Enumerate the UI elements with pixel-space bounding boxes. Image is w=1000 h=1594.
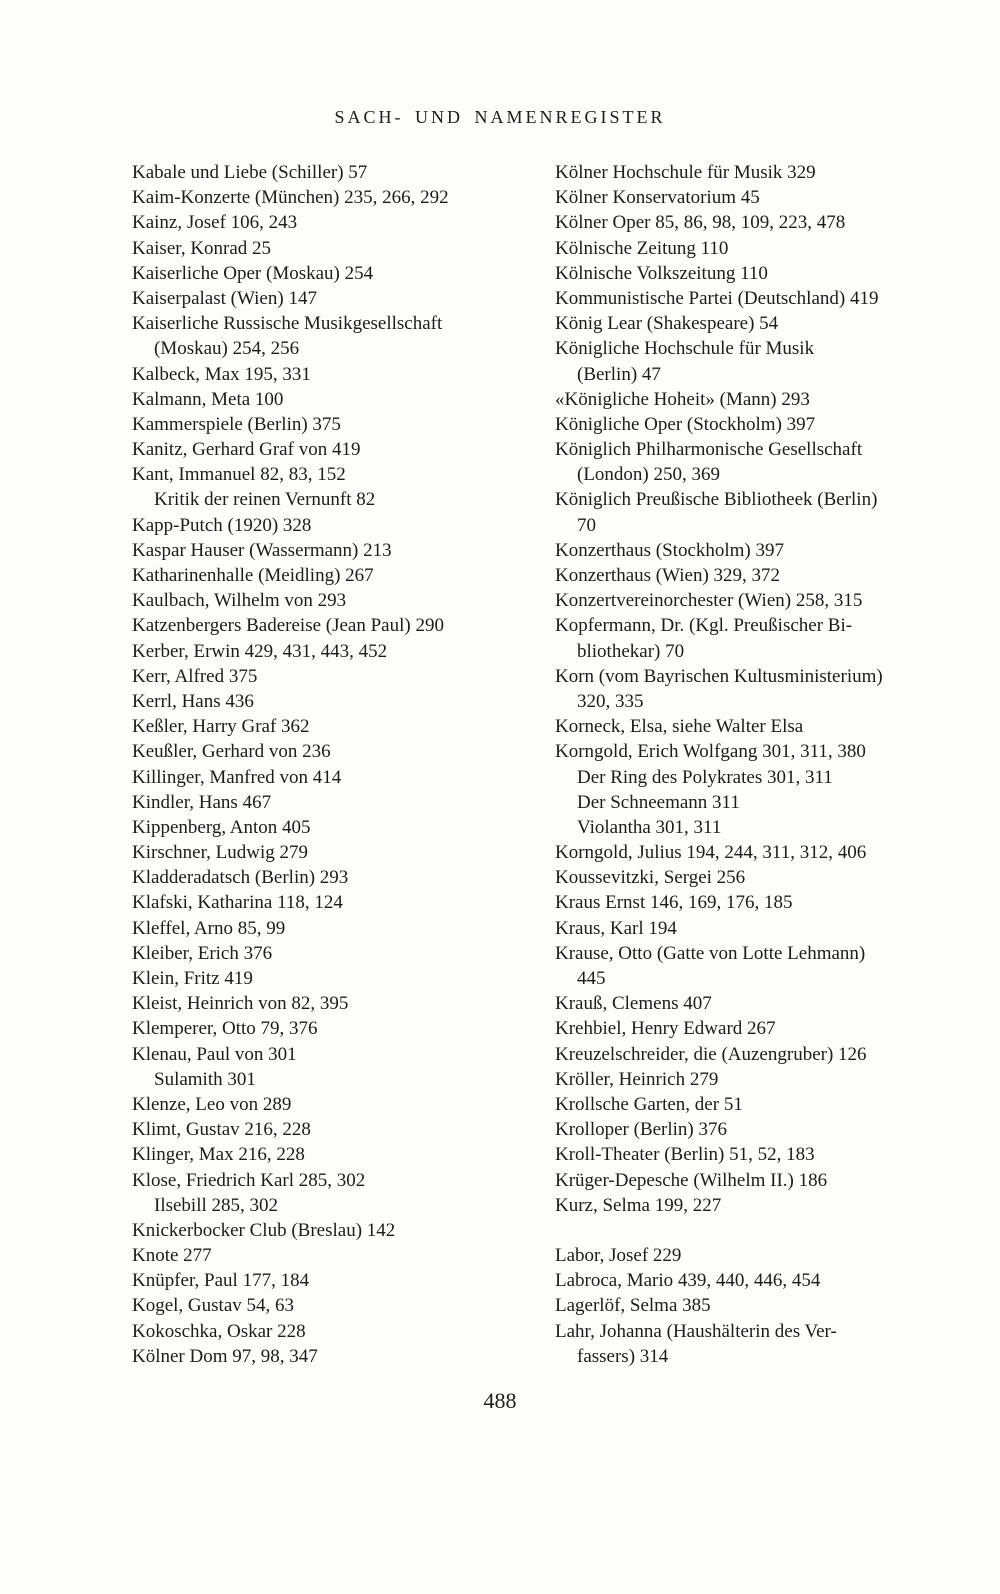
- index-subentry: (London) 250, 369: [577, 464, 721, 486]
- index-entry: Kaiserliche Russische Musikgesellschaft: [132, 313, 443, 335]
- index-entry: Keßler, Harry Graf 362: [132, 716, 310, 738]
- index-spacer: [555, 1218, 940, 1243]
- index-subentry: 445: [577, 968, 606, 989]
- index-subentry: Der Schneemann 311: [577, 791, 740, 813]
- index-entry: Königliche Hochschule für Musik: [555, 338, 815, 360]
- index-entry: Koussevitzki, Sergei 256: [555, 867, 746, 889]
- index-entry: Konzerthaus (Stockholm) 397: [555, 539, 785, 561]
- index-entry: Krolloper (Berlin) 376: [555, 1119, 728, 1141]
- index-entry: Kalbeck, Max 195, 331: [132, 363, 311, 385]
- index-entry: Killinger, Manfred von 414: [132, 766, 342, 788]
- index-entry: Krauß, Clemens 407: [555, 993, 712, 1015]
- index-entry: Kreuzelschreider, die (Auzengruber) 126: [555, 1043, 867, 1065]
- index-subentry: (Moskau) 254, 256: [154, 338, 300, 360]
- index-entry: «Königliche Hoheit» (Mann) 293: [555, 388, 810, 410]
- page-number: 488: [483, 1388, 517, 1413]
- index-column-left: [132, 160, 517, 1369]
- index-entry: Kladderadatsch (Berlin) 293: [132, 867, 349, 889]
- index-entry: Labor, Josef 229: [555, 1245, 682, 1267]
- index-entry: Kleffel, Arno 85, 99: [132, 917, 286, 939]
- index-entry: Konzertvereinorchester (Wien) 258, 315: [555, 590, 863, 612]
- index-entry: Kaiserliche Oper (Moskau) 254: [132, 262, 374, 284]
- index-subentry: 320, 335: [577, 690, 644, 712]
- index-entry: Lahr, Johanna (Haushälterin des Ver-: [555, 1320, 837, 1342]
- index-entry: Kommunistische Partei (Deutschland) 419: [555, 287, 879, 309]
- index-entry: Krause, Otto (Gatte von Lotte Lehmann): [555, 942, 866, 964]
- index-entry: Kurz, Selma 199, 227: [555, 1194, 722, 1216]
- index-entry: Kirschner, Ludwig 279: [132, 842, 309, 864]
- index-subentry: 70: [577, 514, 596, 536]
- index-entry: Knüpfer, Paul 177, 184: [132, 1270, 310, 1292]
- index-entry: Kölnische Zeitung 110: [555, 237, 729, 259]
- index-entry: Kölner Hochschule für Musik 329: [555, 162, 816, 183]
- index-entry: Kindler, Hans 467: [132, 791, 272, 813]
- index-entry: Kaiser, Konrad 25: [132, 237, 272, 259]
- index-entry: Kleiber, Erich 376: [132, 942, 273, 964]
- index-entry: Kant, Immanuel 82, 83, 152: [132, 464, 346, 486]
- index-entry: Kölnische Volkszeitung 110: [555, 262, 768, 284]
- index-entry: Katzenbergers Badereise (Jean Paul) 290: [132, 615, 444, 637]
- index-entry: Klemperer, Otto 79, 376: [132, 1018, 318, 1040]
- index-entry: Kroll-Theater (Berlin) 51, 52, 183: [555, 1144, 815, 1166]
- index-entry: Kopfermann, Dr. (Kgl. Preußischer Bi-: [555, 615, 853, 637]
- index-entry: Knote 277: [132, 1245, 212, 1267]
- index-entry: Klose, Friedrich Karl 285, 302: [132, 1169, 366, 1191]
- index-entry: Kapp-Putch (1920) 328: [132, 514, 312, 536]
- index-entry: Kammerspiele (Berlin) 375: [132, 413, 341, 435]
- index-entry: Klimt, Gustav 216, 228: [132, 1119, 311, 1141]
- index-entry: Labroca, Mario 439, 440, 446, 454: [555, 1270, 821, 1292]
- index-entry: Kokoschka, Oskar 228: [132, 1320, 306, 1342]
- index-entry: Königlich Philharmonische Gesellschaft: [555, 439, 863, 461]
- index-entry: Knickerbocker Club (Breslau) 142: [132, 1219, 396, 1241]
- index-entry: Königliche Oper (Stockholm) 397: [555, 413, 816, 435]
- index-entry: Kerber, Erwin 429, 431, 443, 452: [132, 640, 388, 662]
- index-entry: Kanitz, Gerhard Graf von 419: [132, 439, 361, 461]
- index-entry: Kippenberg, Anton 405: [132, 816, 311, 838]
- index-entry: Kleist, Heinrich von 82, 395: [132, 993, 349, 1015]
- index-entry: Klein, Fritz 419: [132, 968, 253, 989]
- index-entry: König Lear (Shakespeare) 54: [555, 313, 779, 335]
- index-entry: Kölner Dom 97, 98, 347: [132, 1345, 318, 1367]
- index-subentry: Ilsebill 285, 302: [154, 1194, 279, 1216]
- index-subentry: (Berlin) 47: [577, 363, 661, 385]
- index-entry: Kölner Konservatorium 45: [555, 187, 760, 209]
- index-entry: Kaspar Hauser (Wassermann) 213: [132, 539, 392, 561]
- index-entry: Korn (vom Bayrischen Kultusministerium): [555, 665, 883, 687]
- index-entry: Kerrl, Hans 436: [132, 690, 254, 712]
- index-entry: Korneck, Elsa, siehe Walter Elsa: [555, 716, 804, 738]
- index-entry: Klafski, Katharina 118, 124: [132, 892, 343, 914]
- index-entry: Kölner Oper 85, 86, 98, 109, 223, 478: [555, 212, 846, 234]
- index-entry: Konzerthaus (Wien) 329, 372: [555, 565, 781, 586]
- index-entry: Kaim-Konzerte (München) 235, 266, 292: [132, 187, 449, 209]
- page-header: SACH- UND NAMENREGISTER: [334, 107, 666, 127]
- index-entry: Klinger, Max 216, 228: [132, 1144, 305, 1166]
- index-entry: Kogel, Gustav 54, 63: [132, 1295, 295, 1317]
- index-column-right: [555, 160, 940, 1369]
- index-entry: Kaulbach, Wilhelm von 293: [132, 590, 347, 612]
- index-subentry: Kritik der reinen Vernunft 82: [154, 489, 376, 511]
- index-subentry: Der Ring des Polykrates 301, 311: [577, 766, 833, 788]
- index-subentry: Violantha 301, 311: [577, 816, 722, 838]
- index-entry: Kraus Ernst 146, 169, 176, 185: [555, 892, 793, 914]
- index-entry: Kainz, Josef 106, 243: [132, 212, 298, 234]
- index-entry: Klenau, Paul von 301: [132, 1043, 297, 1065]
- index-entry: Krollsche Garten, der 51: [555, 1093, 743, 1115]
- index-entry: Kerr, Alfred 375: [132, 665, 258, 687]
- index-entry: Krehbiel, Henry Edward 267: [555, 1018, 776, 1040]
- index-subentry: bliothekar) 70: [577, 640, 685, 662]
- index-entry: Katharinenhalle (Meidling) 267: [132, 565, 374, 586]
- index-entry: Keußler, Gerhard von 236: [132, 741, 331, 763]
- index-entry: Krüger-Depesche (Wilhelm II.) 186: [555, 1169, 828, 1191]
- index-entry: Lagerlöf, Selma 385: [555, 1295, 711, 1317]
- index-entry: Korngold, Julius 194, 244, 311, 312, 406: [555, 842, 867, 864]
- index-entry: Kaiserpalast (Wien) 147: [132, 287, 317, 309]
- index-entry: Kalmann, Meta 100: [132, 388, 284, 410]
- index-subentry: fassers) 314: [577, 1345, 669, 1367]
- index-entry: Kraus, Karl 194: [555, 917, 677, 939]
- index-entry: Kröller, Heinrich 279: [555, 1068, 719, 1090]
- index-entry: Königlich Preußische Bibliotheek (Berlin): [555, 489, 878, 511]
- index-entry: Kabale und Liebe (Schiller) 57: [132, 162, 368, 183]
- index-entry: Klenze, Leo von 289: [132, 1093, 292, 1115]
- index-entry: Korngold, Erich Wolfgang 301, 311, 380: [555, 741, 866, 763]
- index-subentry: Sulamith 301: [154, 1068, 256, 1090]
